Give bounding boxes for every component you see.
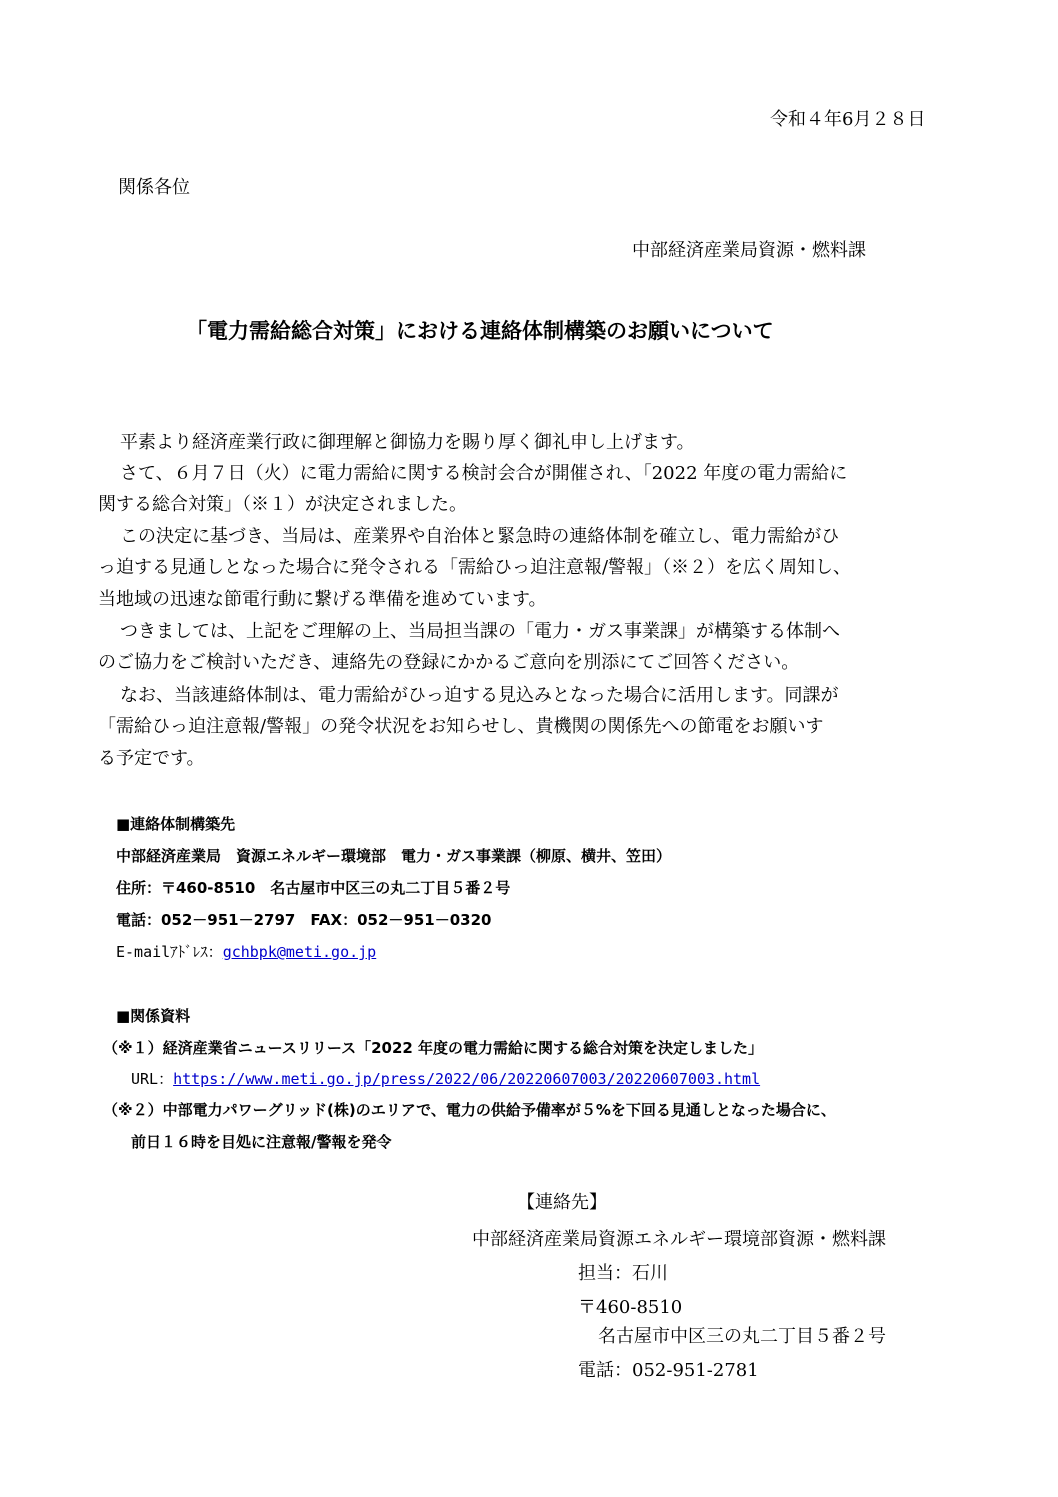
reference-url-row xyxy=(131,1068,760,1089)
email-label: E-mailｱﾄﾞﾚｽ： xyxy=(116,943,223,961)
body-line: 当地域の迅速な節電行動に繋げる準備を進めています。 xyxy=(98,589,547,610)
body-line: 関する総合対策」（※１）が決定されました。 xyxy=(98,494,467,515)
reference-url-link[interactable]: https://www.meti.go.jp/press/2022/06/20220607003/20220607003.html xyxy=(173,1070,761,1088)
document-date: 令和４年6月２８日 xyxy=(770,109,926,130)
body-line: この決定に基づき、当局は、産業界や自治体と緊急時の連絡体制を確立し、電力需給がひ xyxy=(120,526,840,547)
footer-contact-phone: 電話：052-951-2781 xyxy=(578,1360,759,1381)
contact-system-address: 住所：〒460-8510 名古屋市中区三の丸二丁目５番２号 xyxy=(116,879,511,897)
document-title: 「電力需給総合対策」における連絡体制構築のお願いについて xyxy=(186,319,774,343)
url-label: URL： xyxy=(131,1070,174,1088)
sender: 中部経済産業局資源・燃料課 xyxy=(632,240,866,261)
footer-contact-dept: 中部経済産業局資源エネルギー環境部資源・燃料課 xyxy=(472,1229,886,1250)
reference-2-line-1: （※２）中部電力パワーグリッド(株)のエリアで、電力の供給予備率が５%を下回る見通しとなった場合に、 xyxy=(103,1101,836,1119)
addressee: 関係各位 xyxy=(118,177,190,198)
body-line: 平素より経済産業行政に御理解と御協力を賜り厚く御礼申し上げます。 xyxy=(120,432,695,453)
body-line: なお、当該連絡体制は、電力需給がひっ迫する見込みとなった場合に活用します。同課が xyxy=(120,685,839,706)
body-line: 「需給ひっ迫注意報/警報」の発令状況をお知らせし、貴機関の関係先への節電をお願いす xyxy=(98,716,824,737)
reference-2-line-2: 前日１６時を目処に注意報/警報を発令 xyxy=(131,1133,392,1151)
body-line: っ迫する見通しとなった場合に発令される「需給ひっ迫注意報/警報」（※２）を広く周知し、 xyxy=(98,557,852,578)
contact-system-phone-fax: 電話：052－951－2797 FAX：052－951－0320 xyxy=(116,911,492,929)
body-line: さて、６月７日（火）に電力需給に関する検討会合が開催され、「2022 年度の電力需給に xyxy=(120,463,848,484)
footer-contact-heading: 【連絡先】 xyxy=(517,1192,607,1213)
body-line: つきましては、上記をご理解の上、当局担当課の「電力・ガス事業課」が構築する体制へ xyxy=(120,621,840,642)
footer-contact-address: 名古屋市中区三の丸二丁目５番２号 xyxy=(598,1326,886,1347)
contact-system-heading: ■連絡体制構築先 xyxy=(116,815,236,833)
contact-system-email-row xyxy=(116,941,376,962)
contact-system-org: 中部経済産業局 資源エネルギー環境部 電力・ガス事業課（柳原、横井、笠田） xyxy=(116,847,672,865)
body-line: のご協力をご検討いただき、連絡先の登録にかかるご意向を別添にてご回答ください。 xyxy=(98,652,800,673)
email-link[interactable]: gchbpk@meti.go.jp xyxy=(222,943,377,961)
references-heading: ■関係資料 xyxy=(116,1007,191,1025)
footer-contact-person: 担当：石川 xyxy=(578,1263,668,1284)
reference-1: （※１）経済産業省ニュースリリース「2022 年度の電力需給に関する総合対策を決定しました」 xyxy=(103,1039,764,1057)
body-line: る予定です。 xyxy=(98,748,205,769)
footer-contact-postal: 〒460-8510 xyxy=(578,1297,683,1318)
